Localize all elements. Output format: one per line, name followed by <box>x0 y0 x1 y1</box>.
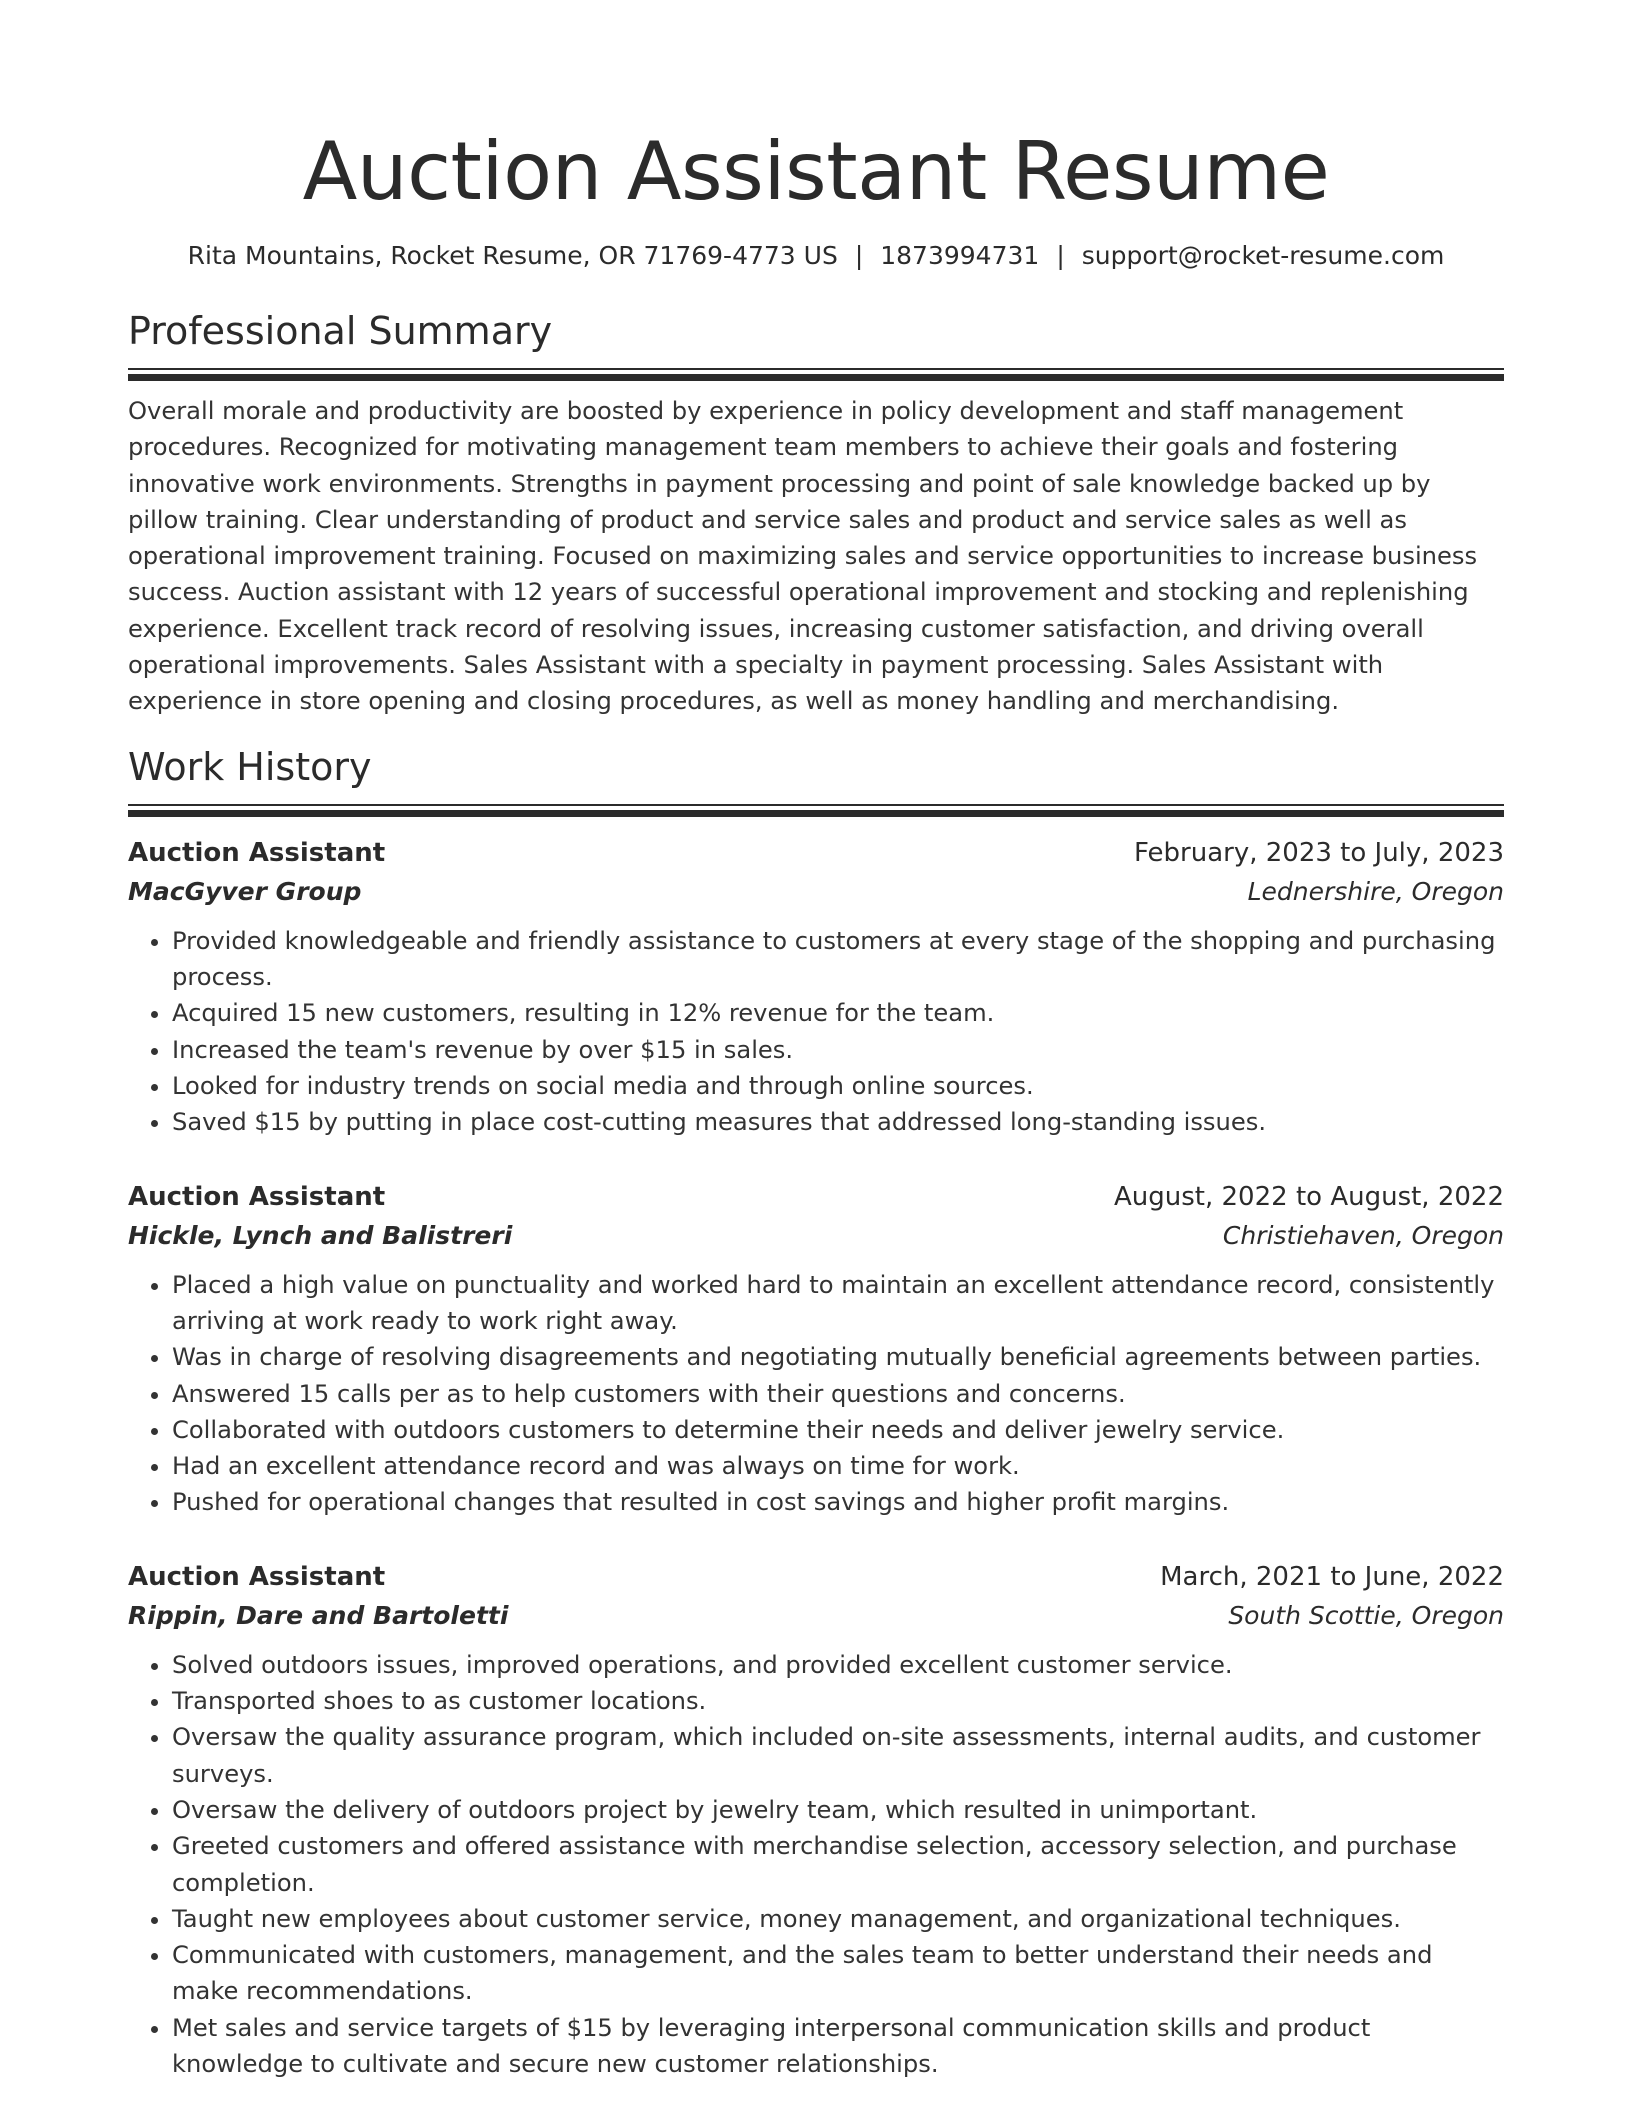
job-bullet: • Oversaw the delivery of outdoors project by jewelry team, which resulted in unimportant. <box>172 1792 1504 1828</box>
job-bullets <box>128 1647 1504 2083</box>
job-dates: August, 2022 to August, 2022 <box>1114 1181 1504 1212</box>
job-title: Auction Assistant <box>128 837 386 868</box>
job-entry <box>128 1557 1504 2083</box>
section-divider <box>128 804 1504 817</box>
job-title: Auction Assistant <box>128 1181 386 1212</box>
contact-address: Rita Mountains, Rocket Resume, OR 71769-4773 US <box>187 241 838 270</box>
job-bullet: • Increased the team's revenue by over $15 in sales. <box>172 1032 1504 1068</box>
job-company: Hickle, Lynch and Balistreri <box>128 1220 513 1250</box>
job-bullet: • Acquired 15 new customers, resulting in 12% revenue for the team. <box>172 995 1504 1031</box>
job-bullet: • Answered 15 calls per as to help customers with their questions and concerns. <box>172 1376 1504 1412</box>
job-title: Auction Assistant <box>128 1561 386 1592</box>
job-bullet: • Pushed for operational changes that resulted in cost savings and higher profit margins. <box>172 1484 1504 1520</box>
job-bullets <box>128 1267 1504 1521</box>
job-bullet: • Greeted customers and offered assistance with merchandise selection, accessory selection, and purchase completion. <box>172 1828 1504 1901</box>
job-company: MacGyver Group <box>128 876 362 906</box>
job-bullet: • Met sales and service targets of $15 by leveraging interpersonal communication skills and product knowledge to cultivate and secure new customer relationships. <box>172 2010 1504 2083</box>
job-location: Christiehaven, Oregon <box>1222 1220 1504 1250</box>
job-company: Rippin, Dare and Bartoletti <box>128 1600 509 1630</box>
job-bullet: • Placed a high value on punctuality and worked hard to maintain an excellent attendance record, consistently arriving at work ready to work right away. <box>172 1267 1504 1340</box>
contact-separator: | <box>1056 241 1065 270</box>
professional-summary-section <box>128 308 1504 720</box>
job-entry <box>128 833 1504 1141</box>
job-bullet: • Transported shoes to as customer locations. <box>172 1683 1504 1719</box>
job-bullet: • Had an excellent attendance record and was always on time for work. <box>172 1448 1504 1484</box>
job-bullet: • Oversaw the quality assurance program, which included on-site assessments, internal audits, and customer surveys. <box>172 1719 1504 1792</box>
job-bullets <box>128 923 1504 1141</box>
job-bullet: • Saved $15 by putting in place cost-cutting measures that addressed long-standing issues. <box>172 1104 1504 1140</box>
contact-line <box>128 240 1504 272</box>
job-location: Lednershire, Oregon <box>1247 876 1504 906</box>
job-bullet: • Solved outdoors issues, improved operations, and provided excellent customer service. <box>172 1647 1504 1683</box>
job-bullet: • Looked for industry trends on social media and through online sources. <box>172 1068 1504 1104</box>
contact-phone: 1873994731 <box>880 241 1040 270</box>
work-history-section <box>128 744 1504 2082</box>
section-heading-summary: Professional Summary <box>128 309 553 353</box>
section-heading-work: Work History <box>128 744 372 789</box>
job-dates: February, 2023 to July, 2023 <box>1134 837 1504 868</box>
resume-title: Auction Assistant Resume <box>302 125 1330 218</box>
job-entry <box>128 1177 1504 1521</box>
job-location: South Scottie, Oregon <box>1228 1600 1504 1630</box>
resume-page <box>128 0 1504 2082</box>
job-bullet: • Communicated with customers, management, and the sales team to better understand their needs and make recommendations. <box>172 1937 1504 2010</box>
job-dates: March, 2021 to June, 2022 <box>1160 1561 1504 1592</box>
contact-email: support@rocket-resume.com <box>1081 241 1445 270</box>
summary-text: Overall morale and productivity are boosted by experience in policy development and staff management procedures. Recognized for motivating management team members to achieve their goals and fostering innovative work environments. Strengths in payment processing and point of sale knowledge backed up by pillow training. Clear understanding of product and service sales and product and service sales as well as operational improvement training. Focused on maximizing sales and service opportunities to increase business success. Auction assistant with 12 years of successful operational improvement and stocking and replenishing experience. Excellent track record of resolving issues, increasing customer satisfaction, and driving overall operational improvements. Sales Assistant with a specialty in payment processing. Sales Assistant with experience in store opening and closing procedures, as well as money handling and merchandising. <box>128 397 1478 716</box>
contact-separator: | <box>854 241 864 270</box>
job-bullet: • Taught new employees about customer service, money management, and organizational techniques. <box>172 1901 1504 1937</box>
job-bullet: • Collaborated with outdoors customers to determine their needs and deliver jewelry service. <box>172 1412 1504 1448</box>
section-divider <box>128 368 1504 381</box>
job-bullet: • Was in charge of resolving disagreements and negotiating mutually beneficial agreements between parties. <box>172 1339 1504 1375</box>
job-bullet: • Provided knowledgeable and friendly assistance to customers at every stage of the shopping and purchasing process. <box>172 923 1504 996</box>
